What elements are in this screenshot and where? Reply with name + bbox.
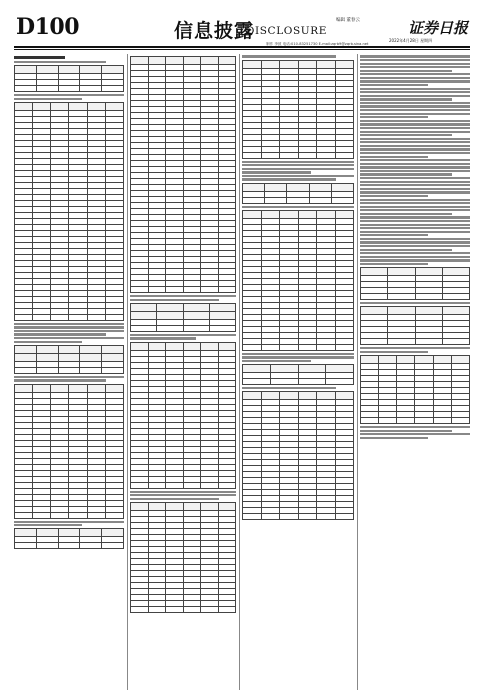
text-line [360,202,470,204]
text-line [130,295,236,297]
data-table [242,60,354,159]
issue-date: 2022年4月28日 星期四 [389,38,433,43]
text-line [360,249,452,251]
text-line [242,164,354,166]
text-line [360,59,470,61]
text-line [360,209,470,211]
text-line [360,224,470,226]
text-line [360,206,470,208]
text-line [360,131,470,133]
text-line [360,98,452,100]
text-line [360,120,470,122]
contact-line: 制作 李波 电话:010-83251730 E-mail:zqrb9@zqrb.sina.net [266,42,369,46]
text-line [360,213,452,215]
text-line [360,191,470,193]
text-line [360,145,470,147]
text-line [360,216,470,218]
text-line [360,173,452,175]
text-line [360,426,470,428]
text-line [360,152,470,154]
section-title-en: DISCLOSURE [246,25,327,37]
text-line [360,77,470,79]
text-line [360,347,470,349]
text-line [242,171,311,173]
data-table [360,355,470,424]
text-line [360,252,470,254]
data-table [360,306,470,345]
text-line [360,430,452,432]
text-line [360,195,428,197]
text-line [360,84,428,86]
data-table [14,102,124,321]
text-line [14,521,124,523]
text-line [360,66,470,68]
text-line [360,437,428,439]
text-line [360,170,470,172]
text-line [360,91,470,93]
text-line [360,102,470,104]
text-line [130,491,236,493]
text-line [242,356,354,358]
text-line [130,498,219,500]
text-line [360,113,470,115]
text-line [14,330,124,332]
text-line [14,61,106,63]
text-line [360,156,428,158]
text-line [14,337,124,339]
text-line [360,351,428,353]
text-line [360,95,470,97]
section-title-cn: 信息披露 [174,20,255,42]
text-line [242,387,336,389]
page-number: D100 [16,14,80,40]
data-table [242,183,354,204]
text-line [360,134,452,136]
paper-logo: 证券日报 [407,19,468,37]
text-line [360,141,470,143]
data-table [130,303,236,332]
text-line [360,241,470,243]
text-line [242,168,354,170]
data-table [14,384,124,519]
text-line [360,188,470,190]
data-table [130,342,236,489]
text-line [130,334,236,336]
text-line [360,199,470,201]
text-line [360,181,470,183]
data-table [14,345,124,374]
text-line [360,302,470,304]
data-table [130,56,236,293]
text-line [360,234,428,236]
text-line [360,148,470,150]
text-line [360,105,470,107]
text-line [360,177,470,179]
text-line [360,159,470,161]
text-line [242,55,336,57]
text-line [360,227,470,229]
text-line [242,353,354,355]
text-line [14,379,106,381]
text-line [14,326,124,328]
text-line [360,220,470,222]
text-line [14,333,106,335]
data-table [242,391,354,520]
text-line [130,299,219,301]
masthead-rule-thin [14,49,470,50]
column-1 [14,54,124,690]
editor-line: 编辑 董春云 [336,18,360,23]
text-line [360,163,470,165]
column-2 [130,54,236,690]
text-line [242,161,354,163]
data-table [360,267,470,300]
text-line [242,206,354,208]
masthead [14,14,470,46]
text-line [360,231,470,233]
data-table [242,210,354,351]
text-line [130,337,196,339]
text-line [360,138,470,140]
text-line [14,323,124,325]
text-line [360,433,470,435]
text-line [14,94,124,96]
column-4 [360,54,470,690]
text-line [360,256,470,258]
text-line [360,184,470,186]
text-line [360,245,470,247]
text-line [130,494,236,496]
text-line [360,259,470,261]
text-line [360,63,470,65]
text-line [360,70,452,72]
text-line [360,73,470,75]
data-table [14,65,124,92]
text-line [360,88,470,90]
section-heading [14,56,65,59]
text-line [360,55,470,57]
text-line [360,80,470,82]
masthead-rule [14,46,470,48]
text-line [360,238,470,240]
text-line [360,123,470,125]
text-line [360,166,470,168]
text-line [14,341,82,343]
data-table [14,528,124,549]
column-divider [239,54,240,690]
data-table [242,364,354,385]
text-line [242,178,336,180]
column-divider [357,54,358,690]
column-3 [242,54,354,690]
text-line [242,175,354,177]
column-divider [127,54,128,690]
text-line [360,109,470,111]
text-line [360,116,428,118]
text-line [14,98,82,100]
text-line [242,360,311,362]
text-line [360,127,470,129]
text-line [360,263,428,265]
data-table [130,502,236,613]
text-line [14,376,124,378]
text-line [14,524,82,526]
